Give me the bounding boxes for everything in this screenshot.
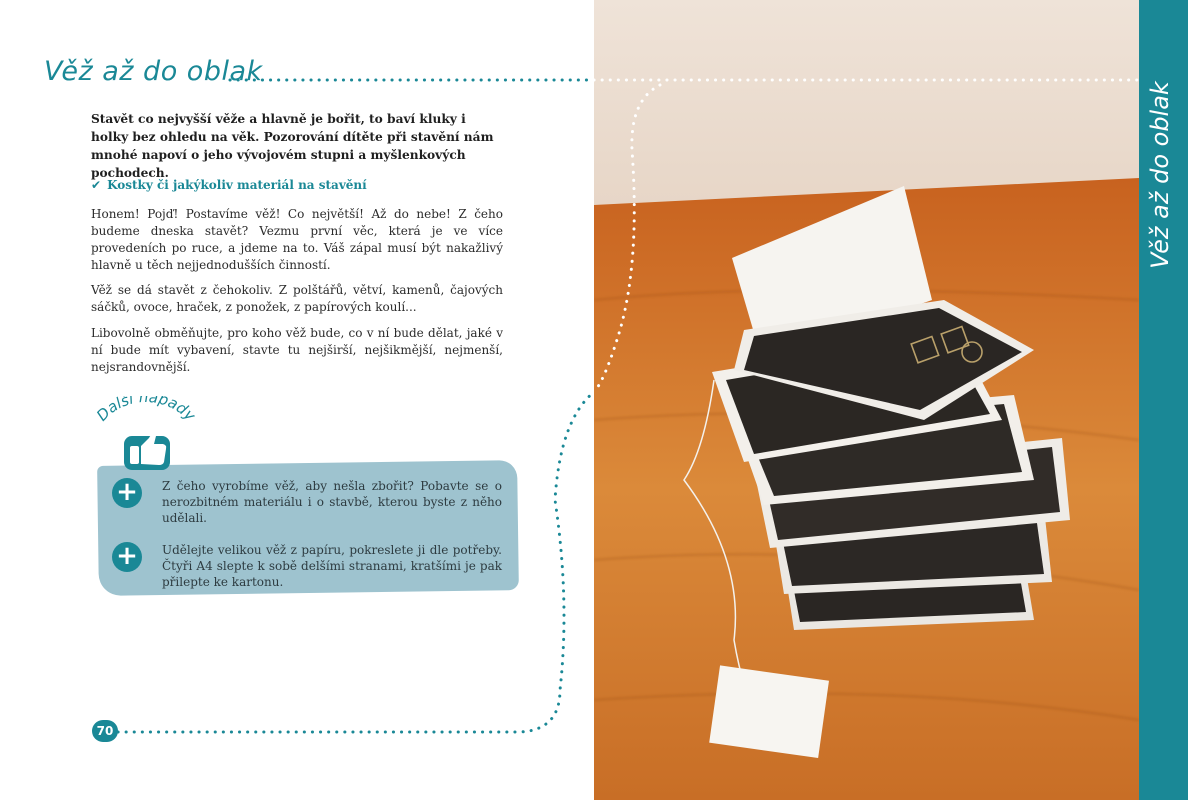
intro-text: Stavět co nejvyšší věže a hlavně je bořit, to baví kluky i holky bez ohledu na věk. Pozorování dítěte při stavění nám mnohé napoví o jeho vývojovém stupni a myšlenkových pochodech.	[91, 112, 494, 180]
page-title: Věž až do oblak	[44, 56, 263, 87]
plus-icon: +	[112, 478, 142, 508]
ideas-heading-badge	[86, 396, 206, 476]
tea-bag-tag	[709, 665, 829, 758]
paragraph-2: Věž se dá stavět z čehokoliv. Z polštářů, větví, kamenů, čajových sáčků, ovoce, hraček, z ponožek, z papírových koulí...	[91, 283, 503, 314]
check-icon: ✔	[91, 178, 102, 192]
paragraph-1: Honem! Pojď! Postavíme věž! Co největší! Až do nebe! Z čeho budeme dneska stavět? Vezmu první věc, která je ve více provedeních po ruce, a jdeme na to. Váš zápal musí být nakažlivý hlavně u těch nejjednodušších činností.	[91, 207, 503, 272]
page-number: 70	[92, 720, 118, 742]
material-line	[91, 178, 511, 192]
plus-icon: +	[112, 542, 142, 572]
idea-item-2: Udělejte velikou věž z papíru, pokreslete ji dle potřeby. Čtyři A4 slepte k sobě delšími stranami, kratšími je pak přilepte ke kartonu.	[162, 543, 502, 589]
stack-of-tea-bags-photo	[594, 0, 1139, 800]
ideas-heading-text: Další nápady	[92, 396, 200, 425]
ideas-heading	[93, 396, 200, 425]
material-label: Kostky či jakýkoliv materiál na stavění	[107, 178, 367, 192]
thumbs-up-icon	[124, 434, 170, 470]
paragraph-3: Libovolně obměňujte, pro koho věž bude, co v ní bude dělat, jaké v ní bude mít vybavení, stavte tu nejširší, nejšikmější, nejmenší, nejsrandovnější.	[91, 326, 503, 374]
side-title: Věž až do oblak	[1146, 81, 1174, 269]
tea-bag-photo	[594, 0, 1139, 800]
idea-item-1: Z čeho vyrobíme věž, aby nešla zbořit? Pobavte se o nerozbitném materiálu i o stavbě, kterou byste z něho udělali.	[162, 479, 502, 525]
